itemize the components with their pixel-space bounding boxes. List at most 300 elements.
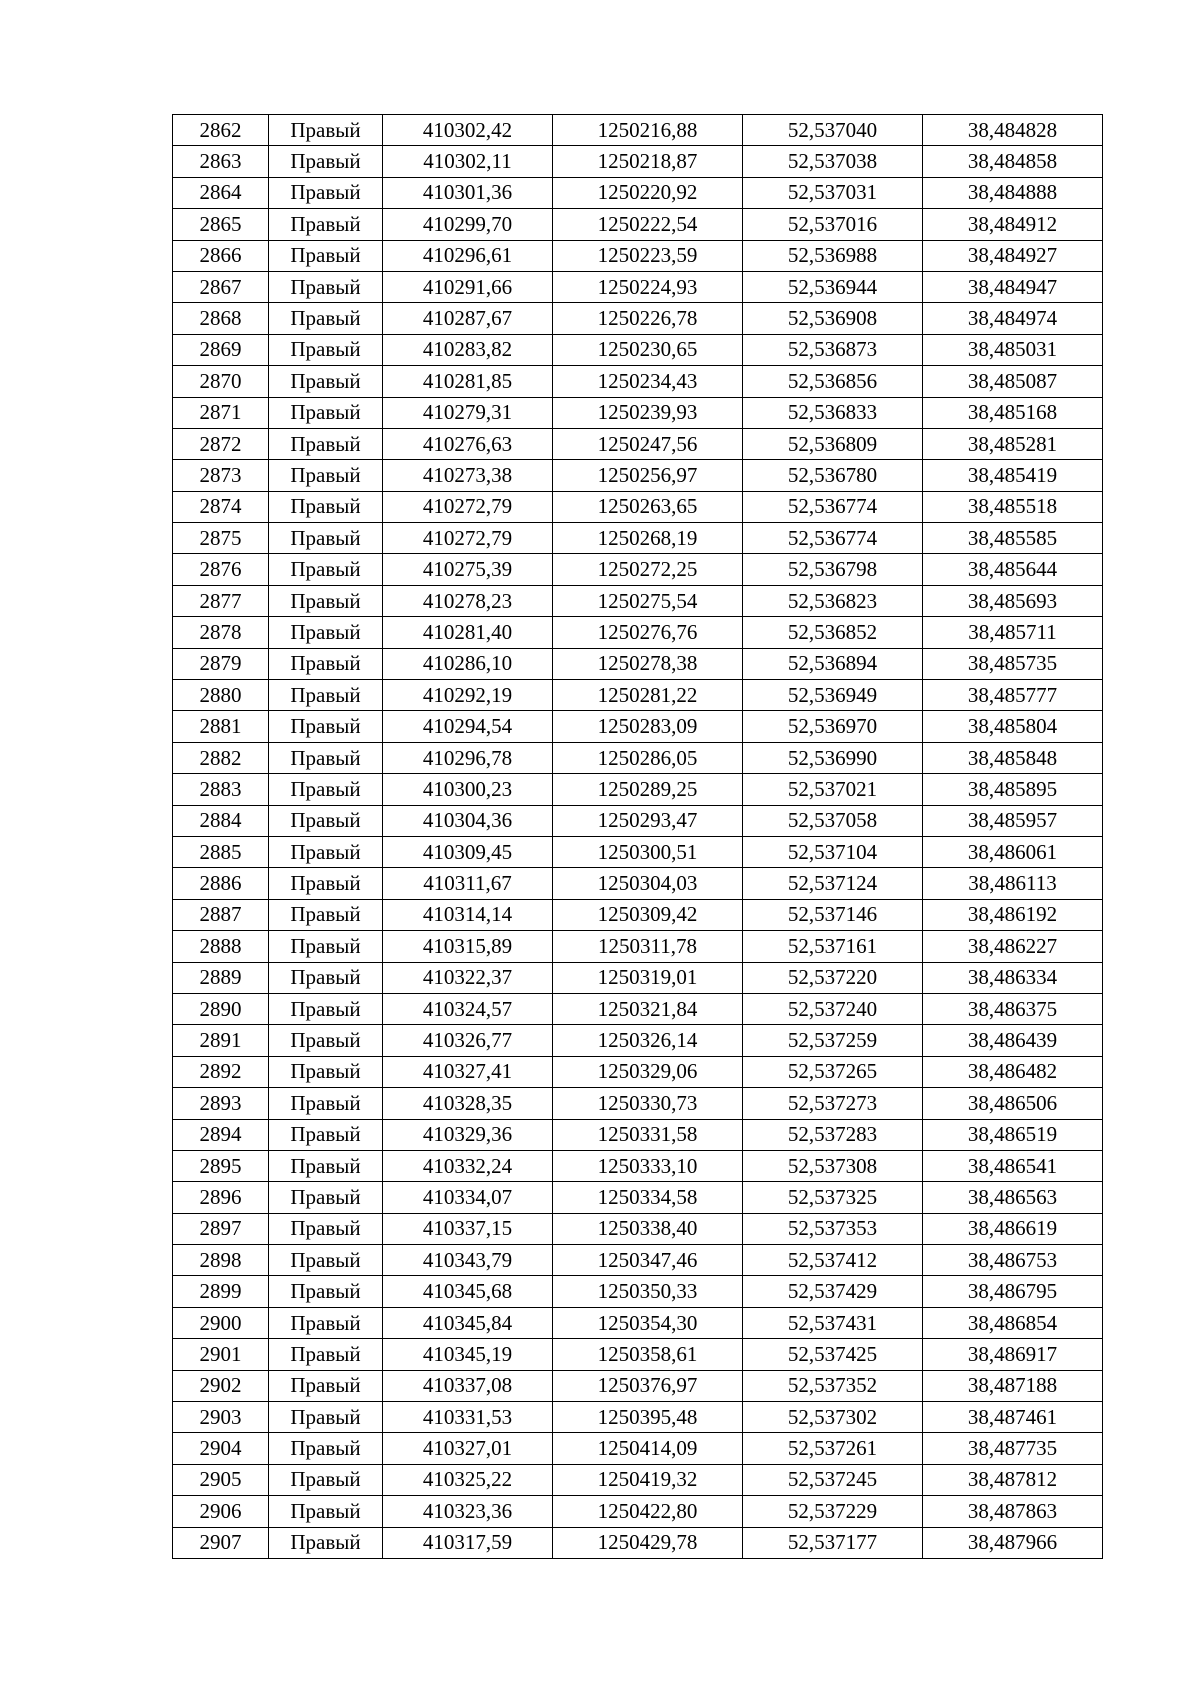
longitude-cell: 38,487188 [923,1370,1103,1401]
point-number-cell: 2880 [173,680,269,711]
coord-x-cell: 410272,79 [383,491,553,522]
longitude-cell: 38,486795 [923,1276,1103,1307]
longitude-cell: 38,485804 [923,711,1103,742]
table-row [173,899,1103,930]
point-number-cell: 2888 [173,931,269,962]
latitude-cell: 52,537058 [743,805,923,836]
point-number-cell: 2885 [173,836,269,867]
coord-x-cell: 410279,31 [383,397,553,428]
longitude-cell: 38,487461 [923,1402,1103,1433]
latitude-cell: 52,536949 [743,680,923,711]
latitude-cell: 52,537177 [743,1527,923,1558]
longitude-cell: 38,485087 [923,366,1103,397]
point-number-cell: 2893 [173,1088,269,1119]
point-number-cell: 2870 [173,366,269,397]
side-cell: Правый [269,1213,383,1244]
side-cell: Правый [269,993,383,1024]
side-cell: Правый [269,523,383,554]
side-cell: Правый [269,899,383,930]
side-cell: Правый [269,1527,383,1558]
point-number-cell: 2872 [173,428,269,459]
coord-y-cell: 1250216,88 [553,115,743,146]
longitude-cell: 38,487812 [923,1464,1103,1495]
table-row [173,931,1103,962]
coord-y-cell: 1250358,61 [553,1339,743,1370]
table-row [173,774,1103,805]
coord-y-cell: 1250275,54 [553,585,743,616]
coord-y-cell: 1250272,25 [553,554,743,585]
coord-x-cell: 410327,41 [383,1056,553,1087]
table-row [173,962,1103,993]
coord-y-cell: 1250326,14 [553,1025,743,1056]
coord-x-cell: 410300,23 [383,774,553,805]
longitude-cell: 38,487863 [923,1496,1103,1527]
latitude-cell: 52,537352 [743,1370,923,1401]
coord-y-cell: 1250281,22 [553,680,743,711]
side-cell: Правый [269,1119,383,1150]
longitude-cell: 38,484888 [923,177,1103,208]
latitude-cell: 52,537040 [743,115,923,146]
side-cell: Правый [269,648,383,679]
longitude-cell: 38,484828 [923,115,1103,146]
coord-x-cell: 410332,24 [383,1150,553,1181]
point-number-cell: 2866 [173,240,269,271]
side-cell: Правый [269,617,383,648]
coord-y-cell: 1250429,78 [553,1527,743,1558]
table-row [173,460,1103,491]
side-cell: Правый [269,711,383,742]
coord-x-cell: 410273,38 [383,460,553,491]
latitude-cell: 52,536988 [743,240,923,271]
coord-y-cell: 1250278,38 [553,648,743,679]
point-number-cell: 2892 [173,1056,269,1087]
point-number-cell: 2883 [173,774,269,805]
point-number-cell: 2865 [173,209,269,240]
coord-y-cell: 1250321,84 [553,993,743,1024]
table-row [173,993,1103,1024]
side-cell: Правый [269,397,383,428]
coord-x-cell: 410311,67 [383,868,553,899]
point-number-cell: 2901 [173,1339,269,1370]
coord-x-cell: 410281,85 [383,366,553,397]
point-number-cell: 2868 [173,303,269,334]
longitude-cell: 38,485895 [923,774,1103,805]
coord-y-cell: 1250309,42 [553,899,743,930]
latitude-cell: 52,537302 [743,1402,923,1433]
point-number-cell: 2894 [173,1119,269,1150]
point-number-cell: 2900 [173,1307,269,1338]
coord-y-cell: 1250311,78 [553,931,743,962]
point-number-cell: 2898 [173,1245,269,1276]
table-row [173,868,1103,899]
side-cell: Правый [269,1088,383,1119]
coord-y-cell: 1250286,05 [553,742,743,773]
side-cell: Правый [269,240,383,271]
coord-x-cell: 410345,68 [383,1276,553,1307]
coord-x-cell: 410345,84 [383,1307,553,1338]
latitude-cell: 52,536873 [743,334,923,365]
table-row [173,271,1103,302]
side-cell: Правый [269,491,383,522]
table-row [173,1464,1103,1495]
latitude-cell: 52,537259 [743,1025,923,1056]
table-row [173,1119,1103,1150]
coord-y-cell: 1250220,92 [553,177,743,208]
coord-y-cell: 1250234,43 [553,366,743,397]
point-number-cell: 2906 [173,1496,269,1527]
table-row [173,836,1103,867]
coord-x-cell: 410287,67 [383,303,553,334]
coord-x-cell: 410323,36 [383,1496,553,1527]
coord-y-cell: 1250263,65 [553,491,743,522]
longitude-cell: 38,486753 [923,1245,1103,1276]
coord-y-cell: 1250283,09 [553,711,743,742]
table-row [173,209,1103,240]
latitude-cell: 52,537124 [743,868,923,899]
longitude-cell: 38,486439 [923,1025,1103,1056]
latitude-cell: 52,537146 [743,899,923,930]
table-row [173,554,1103,585]
longitude-cell: 38,486619 [923,1213,1103,1244]
latitude-cell: 52,537261 [743,1433,923,1464]
longitude-cell: 38,485735 [923,648,1103,679]
table-row [173,1527,1103,1558]
coord-y-cell: 1250414,09 [553,1433,743,1464]
coord-y-cell: 1250224,93 [553,271,743,302]
table-row [173,1150,1103,1181]
side-cell: Правый [269,428,383,459]
table-row [173,1213,1103,1244]
coord-y-cell: 1250289,25 [553,774,743,805]
coord-x-cell: 410278,23 [383,585,553,616]
longitude-cell: 38,486482 [923,1056,1103,1087]
point-number-cell: 2899 [173,1276,269,1307]
table-row [173,1307,1103,1338]
coord-y-cell: 1250300,51 [553,836,743,867]
coord-y-cell: 1250354,30 [553,1307,743,1338]
latitude-cell: 52,536856 [743,366,923,397]
coord-y-cell: 1250222,54 [553,209,743,240]
coord-y-cell: 1250319,01 [553,962,743,993]
coord-y-cell: 1250223,59 [553,240,743,271]
table-row [173,115,1103,146]
latitude-cell: 52,537325 [743,1182,923,1213]
coord-y-cell: 1250293,47 [553,805,743,836]
table-row [173,366,1103,397]
coord-x-cell: 410315,89 [383,931,553,962]
coord-y-cell: 1250268,19 [553,523,743,554]
latitude-cell: 52,536944 [743,271,923,302]
side-cell: Правый [269,1307,383,1338]
coord-x-cell: 410296,61 [383,240,553,271]
coord-y-cell: 1250347,46 [553,1245,743,1276]
side-cell: Правый [269,366,383,397]
coord-x-cell: 410317,59 [383,1527,553,1558]
longitude-cell: 38,486854 [923,1307,1103,1338]
table-row [173,428,1103,459]
coord-x-cell: 410328,35 [383,1088,553,1119]
table-row [173,1496,1103,1527]
side-cell: Правый [269,460,383,491]
latitude-cell: 52,537104 [743,836,923,867]
point-number-cell: 2876 [173,554,269,585]
latitude-cell: 52,536852 [743,617,923,648]
coord-x-cell: 410286,10 [383,648,553,679]
longitude-cell: 38,485693 [923,585,1103,616]
coord-y-cell: 1250226,78 [553,303,743,334]
table-row [173,742,1103,773]
longitude-cell: 38,487735 [923,1433,1103,1464]
table-row [173,711,1103,742]
latitude-cell: 52,536774 [743,523,923,554]
table-row [173,146,1103,177]
point-number-cell: 2897 [173,1213,269,1244]
point-number-cell: 2896 [173,1182,269,1213]
coord-x-cell: 410329,36 [383,1119,553,1150]
table-row [173,1339,1103,1370]
side-cell: Правый [269,1464,383,1495]
point-number-cell: 2863 [173,146,269,177]
coord-x-cell: 410294,54 [383,711,553,742]
side-cell: Правый [269,1276,383,1307]
side-cell: Правый [269,805,383,836]
point-number-cell: 2890 [173,993,269,1024]
table-row [173,177,1103,208]
table-row [173,1088,1103,1119]
longitude-cell: 38,485848 [923,742,1103,773]
table-row [173,1025,1103,1056]
side-cell: Правый [269,585,383,616]
coord-y-cell: 1250330,73 [553,1088,743,1119]
table-row [173,397,1103,428]
coordinates-table-body [173,115,1103,1559]
side-cell: Правый [269,1433,383,1464]
coord-x-cell: 410327,01 [383,1433,553,1464]
longitude-cell: 38,486113 [923,868,1103,899]
table-row [173,648,1103,679]
table-row [173,334,1103,365]
coordinates-table [172,114,1103,1559]
coord-y-cell: 1250247,56 [553,428,743,459]
point-number-cell: 2877 [173,585,269,616]
latitude-cell: 52,537161 [743,931,923,962]
point-number-cell: 2878 [173,617,269,648]
latitude-cell: 52,537283 [743,1119,923,1150]
longitude-cell: 38,486917 [923,1339,1103,1370]
coord-x-cell: 410272,79 [383,523,553,554]
latitude-cell: 52,537425 [743,1339,923,1370]
coord-x-cell: 410314,14 [383,899,553,930]
table-row [173,585,1103,616]
table-row [173,491,1103,522]
coord-x-cell: 410337,15 [383,1213,553,1244]
point-number-cell: 2874 [173,491,269,522]
longitude-cell: 38,486061 [923,836,1103,867]
coord-x-cell: 410302,42 [383,115,553,146]
longitude-cell: 38,484947 [923,271,1103,302]
side-cell: Правый [269,1245,383,1276]
point-number-cell: 2879 [173,648,269,679]
table-row [173,1245,1103,1276]
point-number-cell: 2881 [173,711,269,742]
latitude-cell: 52,536774 [743,491,923,522]
point-number-cell: 2904 [173,1433,269,1464]
latitude-cell: 52,536798 [743,554,923,585]
longitude-cell: 38,486541 [923,1150,1103,1181]
side-cell: Правый [269,1056,383,1087]
table-row [173,617,1103,648]
coord-x-cell: 410296,78 [383,742,553,773]
latitude-cell: 52,536990 [743,742,923,773]
side-cell: Правый [269,1339,383,1370]
coord-y-cell: 1250304,03 [553,868,743,899]
side-cell: Правый [269,303,383,334]
side-cell: Правый [269,742,383,773]
longitude-cell: 38,486192 [923,899,1103,930]
latitude-cell: 52,537308 [743,1150,923,1181]
longitude-cell: 38,486227 [923,931,1103,962]
side-cell: Правый [269,1150,383,1181]
latitude-cell: 52,536780 [743,460,923,491]
coord-y-cell: 1250333,10 [553,1150,743,1181]
point-number-cell: 2875 [173,523,269,554]
coord-x-cell: 410304,36 [383,805,553,836]
table-row [173,1370,1103,1401]
side-cell: Правый [269,271,383,302]
longitude-cell: 38,485281 [923,428,1103,459]
point-number-cell: 2869 [173,334,269,365]
longitude-cell: 38,486506 [923,1088,1103,1119]
point-number-cell: 2873 [173,460,269,491]
coord-x-cell: 410275,39 [383,554,553,585]
point-number-cell: 2889 [173,962,269,993]
latitude-cell: 52,537016 [743,209,923,240]
longitude-cell: 38,485168 [923,397,1103,428]
coord-x-cell: 410343,79 [383,1245,553,1276]
point-number-cell: 2884 [173,805,269,836]
coord-x-cell: 410301,36 [383,177,553,208]
side-cell: Правый [269,334,383,365]
side-cell: Правый [269,1402,383,1433]
longitude-cell: 38,485711 [923,617,1103,648]
longitude-cell: 38,484974 [923,303,1103,334]
point-number-cell: 2903 [173,1402,269,1433]
coord-y-cell: 1250276,76 [553,617,743,648]
latitude-cell: 52,537265 [743,1056,923,1087]
table-row [173,1276,1103,1307]
latitude-cell: 52,537021 [743,774,923,805]
coord-x-cell: 410345,19 [383,1339,553,1370]
longitude-cell: 38,485644 [923,554,1103,585]
longitude-cell: 38,485031 [923,334,1103,365]
side-cell: Правый [269,146,383,177]
side-cell: Правый [269,1370,383,1401]
coord-y-cell: 1250422,80 [553,1496,743,1527]
longitude-cell: 38,486375 [923,993,1103,1024]
latitude-cell: 52,537220 [743,962,923,993]
longitude-cell: 38,484912 [923,209,1103,240]
coord-y-cell: 1250334,58 [553,1182,743,1213]
side-cell: Правый [269,554,383,585]
longitude-cell: 38,485957 [923,805,1103,836]
coord-x-cell: 410302,11 [383,146,553,177]
table-row [173,680,1103,711]
latitude-cell: 52,536894 [743,648,923,679]
coord-x-cell: 410276,63 [383,428,553,459]
point-number-cell: 2886 [173,868,269,899]
coord-y-cell: 1250218,87 [553,146,743,177]
longitude-cell: 38,486334 [923,962,1103,993]
point-number-cell: 2902 [173,1370,269,1401]
side-cell: Правый [269,1496,383,1527]
table-row [173,303,1103,334]
side-cell: Правый [269,177,383,208]
latitude-cell: 52,536809 [743,428,923,459]
coord-y-cell: 1250329,06 [553,1056,743,1087]
point-number-cell: 2864 [173,177,269,208]
side-cell: Правый [269,931,383,962]
latitude-cell: 52,537412 [743,1245,923,1276]
longitude-cell: 38,486563 [923,1182,1103,1213]
side-cell: Правый [269,962,383,993]
point-number-cell: 2882 [173,742,269,773]
coord-x-cell: 410322,37 [383,962,553,993]
table-row [173,1402,1103,1433]
longitude-cell: 38,487966 [923,1527,1103,1558]
side-cell: Правый [269,115,383,146]
latitude-cell: 52,536908 [743,303,923,334]
point-number-cell: 2895 [173,1150,269,1181]
coord-x-cell: 410309,45 [383,836,553,867]
coord-x-cell: 410281,40 [383,617,553,648]
latitude-cell: 52,536833 [743,397,923,428]
coord-x-cell: 410299,70 [383,209,553,240]
point-number-cell: 2862 [173,115,269,146]
longitude-cell: 38,485777 [923,680,1103,711]
side-cell: Правый [269,680,383,711]
coord-y-cell: 1250419,32 [553,1464,743,1495]
latitude-cell: 52,537431 [743,1307,923,1338]
point-number-cell: 2867 [173,271,269,302]
coord-x-cell: 410283,82 [383,334,553,365]
coord-x-cell: 410326,77 [383,1025,553,1056]
coord-x-cell: 410292,19 [383,680,553,711]
point-number-cell: 2907 [173,1527,269,1558]
latitude-cell: 52,537429 [743,1276,923,1307]
point-number-cell: 2871 [173,397,269,428]
coord-y-cell: 1250395,48 [553,1402,743,1433]
point-number-cell: 2905 [173,1464,269,1495]
coord-x-cell: 410324,57 [383,993,553,1024]
coord-y-cell: 1250230,65 [553,334,743,365]
latitude-cell: 52,537038 [743,146,923,177]
coord-x-cell: 410331,53 [383,1402,553,1433]
latitude-cell: 52,537353 [743,1213,923,1244]
coord-y-cell: 1250350,33 [553,1276,743,1307]
coord-y-cell: 1250239,93 [553,397,743,428]
coord-y-cell: 1250376,97 [553,1370,743,1401]
latitude-cell: 52,536970 [743,711,923,742]
latitude-cell: 52,537229 [743,1496,923,1527]
point-number-cell: 2891 [173,1025,269,1056]
longitude-cell: 38,485585 [923,523,1103,554]
table-row [173,1056,1103,1087]
side-cell: Правый [269,209,383,240]
coord-x-cell: 410337,08 [383,1370,553,1401]
longitude-cell: 38,485518 [923,491,1103,522]
side-cell: Правый [269,868,383,899]
longitude-cell: 38,484858 [923,146,1103,177]
